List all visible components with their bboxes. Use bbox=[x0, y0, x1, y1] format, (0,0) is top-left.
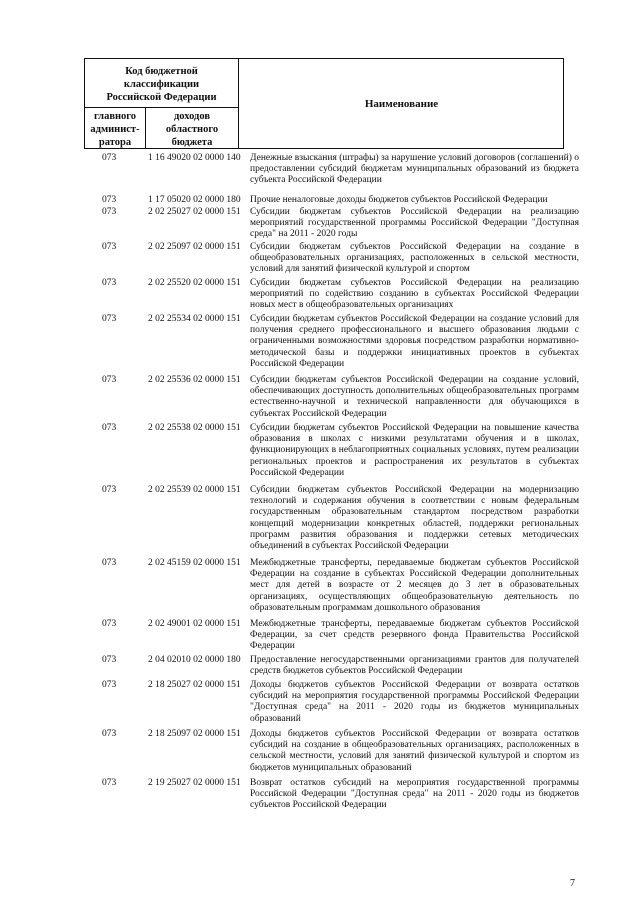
income-code-cell: 2 02 25539 02 0000 151 bbox=[148, 485, 241, 495]
header-col-income-line: бюджета bbox=[171, 137, 213, 148]
admin-code-cell: 073 bbox=[102, 278, 117, 288]
income-code-cell: 2 18 25097 02 0000 151 bbox=[148, 729, 241, 739]
name-cell: Прочие неналоговые доходы бюджетов субъектов Российской Федерации bbox=[250, 195, 548, 205]
admin-code-cell: 073 bbox=[102, 558, 117, 568]
admin-code-cell: 073 bbox=[102, 778, 117, 788]
name-cell: Субсидии бюджетам субъектов Российской Федерации на повышение качества образования в школах с низкими результатами обучения и в школах, функционирующих в неблагоприятных социальных условиях, путем реализации региональных проектов и распространения их результатов в субъектах Российской Федерации bbox=[250, 423, 579, 478]
header-col-admin-line: админист- bbox=[90, 124, 140, 135]
income-code-cell: 1 17 05020 02 0000 180 bbox=[148, 195, 241, 205]
income-code-cell: 2 18 25027 02 0000 151 bbox=[148, 680, 241, 690]
header-divider-horizontal bbox=[85, 107, 238, 108]
header-group-title-line: Код бюджетной bbox=[125, 66, 198, 77]
income-code-cell: 1 16 49020 02 0000 140 bbox=[148, 153, 241, 163]
header-col-income bbox=[146, 110, 238, 149]
name-cell: Возврат остатков субсидий на мероприятия государственной программы Российской Федерации "Доступная среда" на 2011 - 2020 годы из бюджетов субъектов Российской Федерации bbox=[250, 778, 579, 811]
table-header bbox=[84, 58, 564, 149]
header-col-income-line: доходов bbox=[173, 111, 211, 122]
name-cell: Субсидии бюджетам субъектов Российской Федерации на создание условий, обеспечивающих доступность дополнительных общеобразовательных программ естественно-научной и технической направленности для обучающихся в субъектах Российской Федерации bbox=[250, 375, 579, 419]
name-cell: Денежные взыскания (штрафы) за нарушение условий договоров (соглашений) о предоставлении субсидий бюджетам муниципальных образований из бюджета субъекта Российской Федерации bbox=[250, 153, 579, 186]
header-group-title-line: классификации bbox=[123, 79, 200, 90]
header-col-admin bbox=[85, 110, 145, 149]
income-code-cell: 2 02 25536 02 0000 151 bbox=[148, 375, 241, 385]
admin-code-cell: 073 bbox=[102, 153, 117, 163]
name-cell: Предоставление негосударственными организациями грантов для получателей средств бюджетов субъектов Российской Федерации bbox=[250, 655, 579, 677]
admin-code-cell: 073 bbox=[102, 619, 117, 629]
admin-code-cell: 073 bbox=[102, 423, 117, 433]
admin-code-cell: 073 bbox=[102, 242, 117, 252]
admin-code-cell: 073 bbox=[102, 375, 117, 385]
income-code-cell: 2 04 02010 02 0000 180 bbox=[148, 655, 241, 665]
name-cell: Межбюджетные трансферты, передаваемые бюджетам субъектов Российской Федерации, за счет средств резервного фонда Правительства Российской Федерации bbox=[250, 619, 579, 652]
header-col-admin-line: главного bbox=[93, 111, 137, 122]
admin-code-cell: 073 bbox=[102, 314, 117, 324]
admin-code-cell: 073 bbox=[102, 485, 117, 495]
income-code-cell: 2 02 25027 02 0000 151 bbox=[148, 207, 241, 217]
header-col-name: Наименование bbox=[364, 98, 439, 110]
admin-code-cell: 073 bbox=[102, 729, 117, 739]
name-cell: Субсидии бюджетам субъектов Российской Федерации на модернизацию технологий и содержания обучения в соответствии с новым федеральным государственным образовательным стандартом посредством разработки концепций модернизации конкретных областей, поддержки региональных программ развития образования и поддержки сетевых методических объединений в субъектах Российской Федерации bbox=[250, 485, 579, 552]
admin-code-cell: 073 bbox=[102, 207, 117, 217]
header-col-income-line: областного bbox=[165, 124, 219, 135]
income-code-cell: 2 02 45159 02 0000 151 bbox=[148, 558, 241, 568]
name-cell: Субсидии бюджетам субъектов Российской Федерации на реализацию мероприятий государственной программы Российской Федерации "Доступная среда" на 2011 - 2020 годы bbox=[250, 207, 579, 240]
name-cell: Доходы бюджетов субъектов Российской Федерации от возврата остатков субсидий на создание в общеобразовательных организациях, расположенных в сельской местности, условий для занятий физической культурой и спортом из бюджетов муниципальных образований bbox=[250, 729, 579, 773]
income-code-cell: 2 19 25027 02 0000 151 bbox=[148, 778, 241, 788]
name-cell: Субсидии бюджетам субъектов Российской Федерации на создание условий для получения среднего профессионального и высшего образования людьми с ограниченными возможностями здоровья посредством разработки нормативно-методической базы и поддержки инициативных проектов в субъектах Российской Федерации bbox=[250, 314, 579, 369]
header-group-title bbox=[85, 65, 238, 104]
name-cell: Доходы бюджетов субъектов Российской Федерации от возврата остатков субсидий на мероприятия государственной программы Российской Федерации "Доступная среда" на 2011 - 2020 годы из бюджетов муниципальных образований bbox=[250, 680, 579, 724]
admin-code-cell: 073 bbox=[102, 195, 117, 205]
name-cell: Субсидии бюджетам субъектов Российской Федерации на реализацию мероприятий по содействию созданию в субъектах Российской Федерации новых мест в общеобразовательных организациях bbox=[250, 278, 579, 311]
name-cell: Межбюджетные трансферты, передаваемые бюджетам субъектов Российской Федерации на создание в субъектах Российской Федерации дополнительных мест для детей в возрасте от 2 месяцев до 3 лет в образовательных организациях, осуществляющих общеобразовательную деятельность по образовательным программам дошкольного образования bbox=[250, 558, 579, 613]
admin-code-cell: 073 bbox=[102, 655, 117, 665]
income-code-cell: 2 02 49001 02 0000 151 bbox=[148, 619, 241, 629]
income-code-cell: 2 02 25534 02 0000 151 bbox=[148, 314, 241, 324]
page-number: 7 bbox=[570, 878, 575, 889]
admin-code-cell: 073 bbox=[102, 680, 117, 690]
income-code-cell: 2 02 25097 02 0000 151 bbox=[148, 242, 241, 252]
header-col-admin-line: ратора bbox=[98, 137, 132, 148]
header-group-title-line: Российской Федерации bbox=[106, 92, 217, 103]
name-cell: Субсидии бюджетам субъектов Российской Федерации на создание в общеобразовательных организациях, расположенных в сельской местности, условий для занятий физической культурой и спортом bbox=[250, 242, 579, 275]
income-code-cell: 2 02 25520 02 0000 151 bbox=[148, 278, 241, 288]
income-code-cell: 2 02 25538 02 0000 151 bbox=[148, 423, 241, 433]
